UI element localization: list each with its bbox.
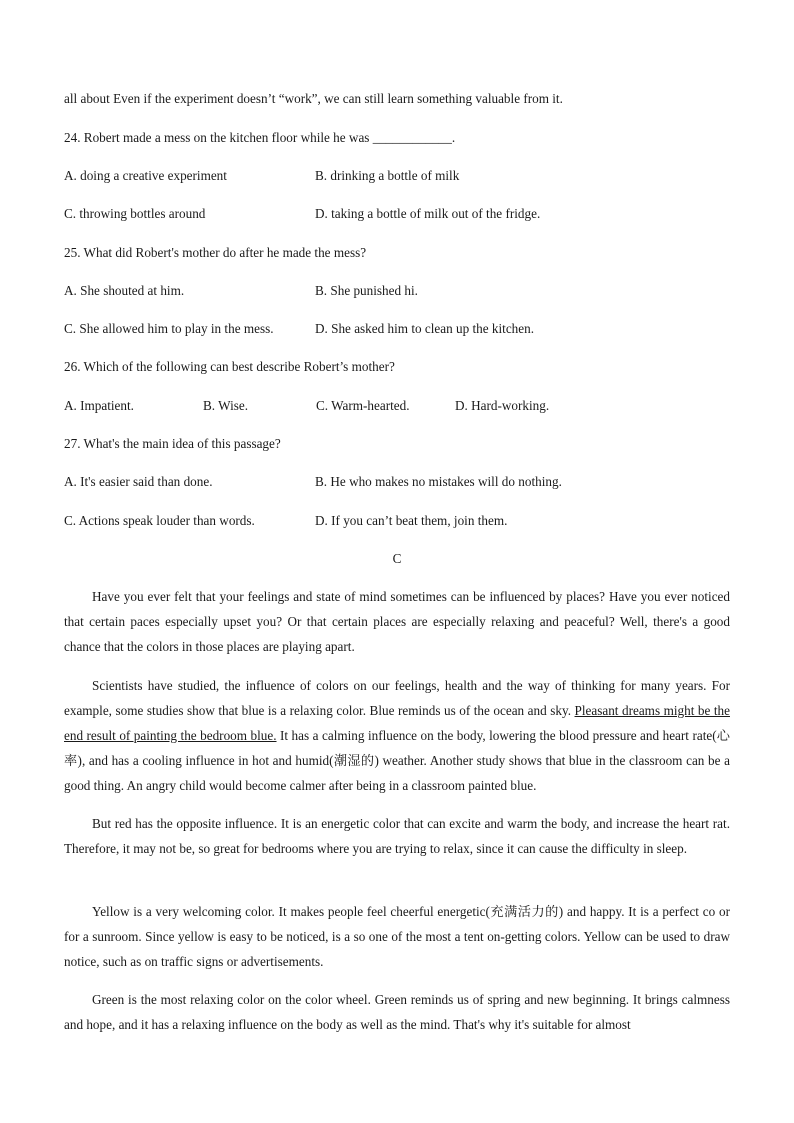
question-24-option-a: A. doing a creative experiment: [64, 168, 227, 183]
intro-line: all about Even if the experiment doesn’t “work”, we can still learn something valuable from it.: [64, 91, 563, 106]
question-24-option-b: B. drinking a bottle of milk: [315, 168, 460, 183]
underlined-sentence: Pleasant dreams might be the end result of painting the bedroom blue.: [64, 703, 730, 743]
paragraph-2-start: Scientists have studied, the influence of colors on our feelings, health and the way of thinking for many years. For example, some studies show that blue is a relaxing color. Blue reminds us of the ocean and sky.: [64, 678, 730, 718]
question-27-option-b: B. He who makes no mistakes will do nothing.: [315, 474, 562, 489]
question-26-option-d: D. Hard-working.: [455, 398, 550, 413]
paragraph-5: Green is the most relaxing color on the color wheel. Green reminds us of spring and new beginning. It brings calmness and hope, and it has a relaxing influence on the body as well as the mind. That's why it's suitable for almost: [64, 992, 730, 1032]
paragraph-1: Have you ever felt that your feelings and state of mind sometimes can be influenced by places? Have you ever noticed that certain paces especially upset you? Or that certain places are especially relaxing and peaceful? Well, there's a good chance that the colors in those places are playing apart.: [64, 589, 730, 654]
question-26-option-b: B. Wise.: [203, 398, 249, 413]
question-27-option-d: D. If you can’t beat them, join them.: [315, 513, 508, 528]
question-26-stem: 26. Which of the following can best describe Robert’s mother?: [64, 359, 395, 374]
question-27-stem: 27. What's the main idea of this passage?: [64, 436, 281, 451]
question-25-option-c: C. She allowed him to play in the mess.: [64, 321, 274, 336]
question-24-stem: 24. Robert made a mess on the kitchen floor while he was ____________.: [64, 130, 456, 145]
question-24-option-d: D. taking a bottle of milk out of the fridge.: [315, 206, 541, 221]
question-27-option-c: C. Actions speak louder than words.: [64, 513, 255, 528]
question-24-option-c: C. throwing bottles around: [64, 206, 206, 221]
question-25-option-d: D. She asked him to clean up the kitchen.: [315, 321, 535, 336]
paragraph-4: Yellow is a very welcoming color. It makes people feel cheerful energetic(充满活力的) and happy. It is a perfect co or for a sunroom. Since yellow is easy to be noticed, is a so one of the most a tent on-getting colors. Yellow can be used to draw notice, such as on traffic signs or advertisements.: [64, 904, 730, 969]
paragraph-2-end: It has a calming influence on the body, lowering the blood pressure and heart rate(心率), and has a cooling influence in hot and humid(潮湿的) weather. Another study shows that blue in the classroom can be a good thing. An angry child would become calmer after being in a classroom painted blue.: [64, 728, 730, 793]
question-25-stem: 25. What did Robert's mother do after he made the mess?: [64, 245, 367, 260]
question-25-option-a: A. She shouted at him.: [64, 283, 185, 298]
question-26-option-a: A. Impatient.: [64, 398, 134, 413]
paragraph-2: [64, 673, 730, 798]
question-27-option-a: A. It's easier said than done.: [64, 474, 213, 489]
question-25-option-b: B. She punished hi.: [315, 283, 418, 298]
question-26-option-c: C. Warm-hearted.: [316, 398, 410, 413]
section-label: C: [392, 551, 402, 566]
paragraph-3: But red has the opposite influence. It is an energetic color that can excite and warm the body, and increase the heart rat. Therefore, it may not be, so great for bedrooms where you are trying to relax, since it can cause the difficulty in sleep.: [64, 816, 730, 856]
